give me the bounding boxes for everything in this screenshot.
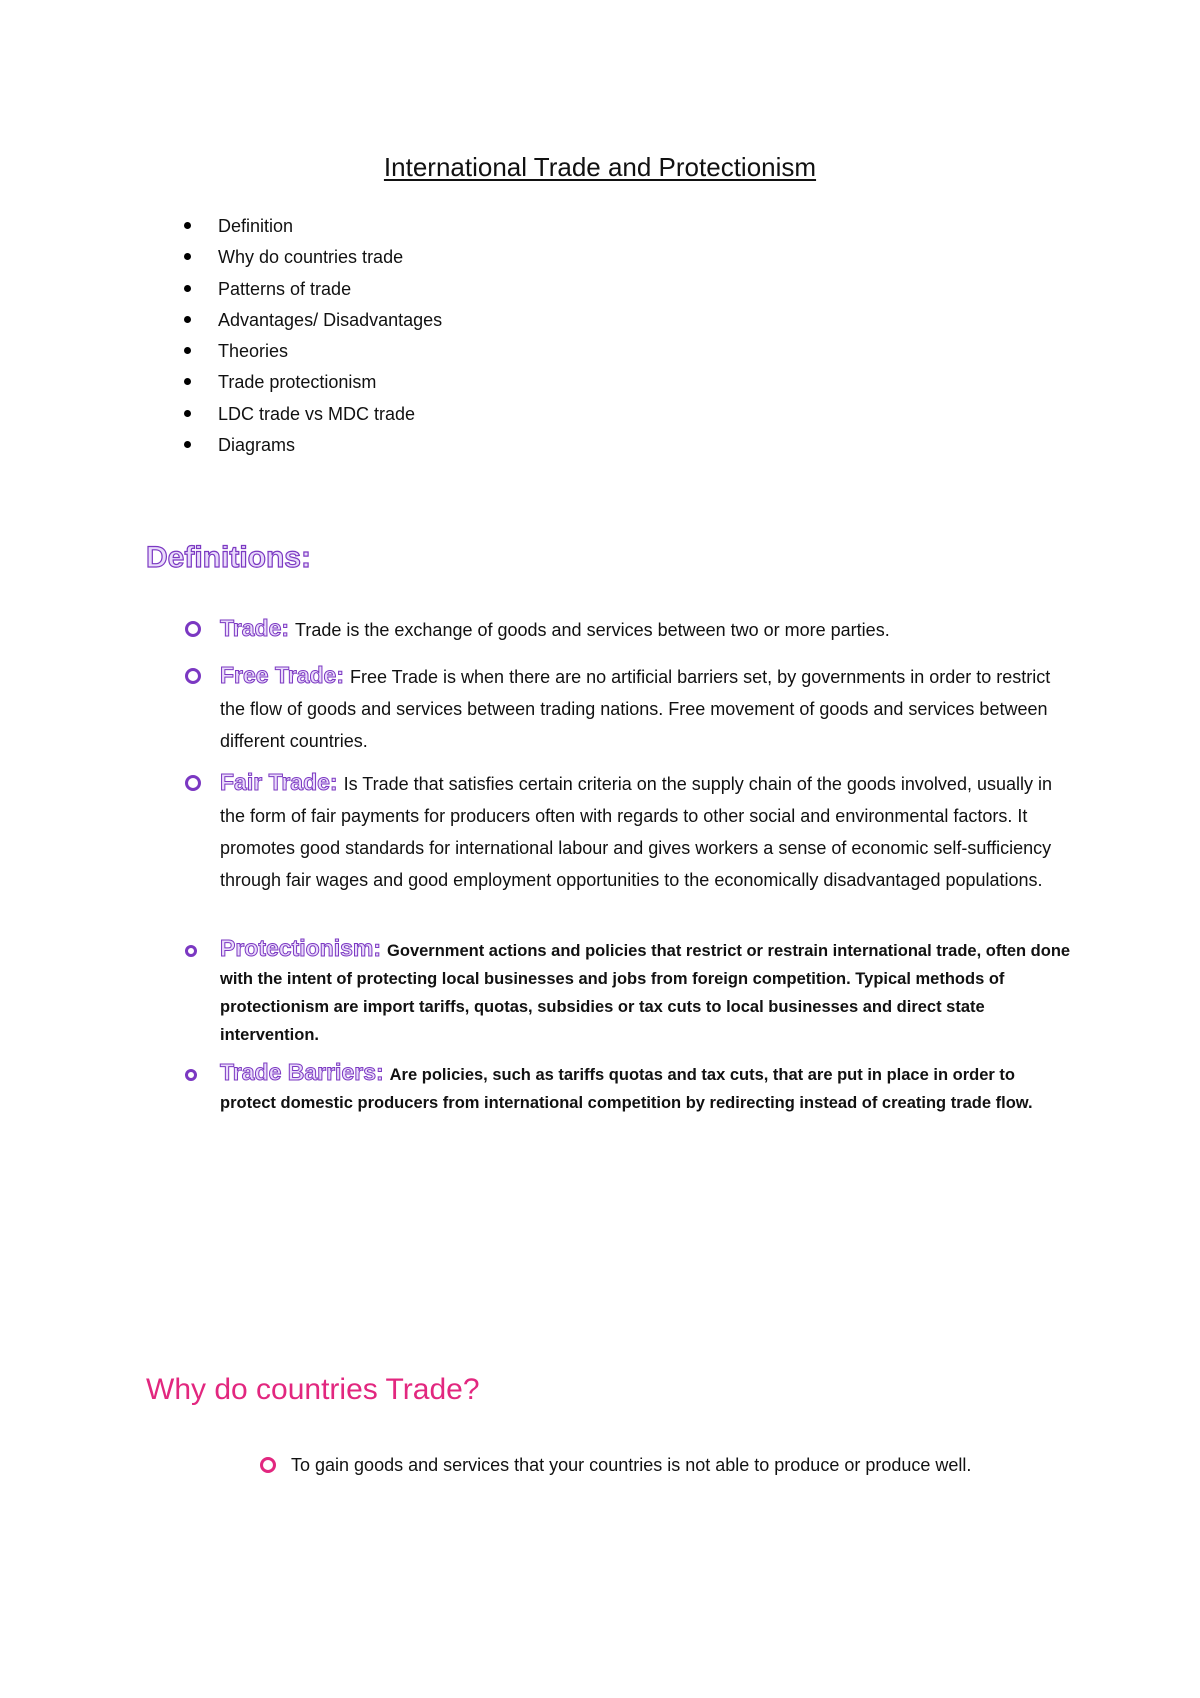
definition-text: Free Trade is when there are no artificial barriers set, by governments in order to restrict the flow of goods and services between trading nations. Free movement of goods and services between different countries. — [220, 667, 1051, 751]
definition-term: Protectionism: — [220, 935, 382, 961]
definition-text: Government actions and policies that restrict or restrain international trade, often done with the intent of protecting local businesses and jobs from foreign competition. Typical methods of protectionism are import tariffs, quotas, subsidies or tax cuts to local businesses and direct state intervention. — [220, 942, 1071, 1044]
list-item: Theories — [183, 339, 442, 370]
circle-bullet-icon — [185, 945, 197, 957]
definition-text: Is Trade that satisfies certain criteria on the supply chain of the goods involved, usually in the form of fair payments for producers often with regards to other social and environmental factors. It promotes good standards for international labour and gives workers a sense of economic self-sufficiency through fair wages and good employment opportunities to the economically disadvantaged populations. — [220, 774, 1052, 890]
definition-free-trade — [183, 659, 1073, 757]
definition-protectionism — [183, 934, 1073, 1049]
list-item: Advantages/ Disadvantages — [183, 308, 442, 339]
bullet-icon — [184, 253, 191, 260]
list-item: Trade protectionism — [183, 370, 442, 401]
bullet-icon — [184, 441, 191, 448]
definition-term: Trade Barriers: — [220, 1059, 384, 1085]
why-trade-heading: Why do countries Trade? — [146, 1373, 480, 1406]
circle-bullet-icon — [260, 1457, 276, 1473]
document-title: International Trade and Protectionism — [383, 152, 817, 182]
bullet-icon — [184, 285, 191, 292]
definition-trade-barriers — [183, 1058, 1073, 1117]
definition-text: Trade is the exchange of goods and services between two or more parties. — [295, 620, 890, 640]
definition-text: Are policies, such as tariffs quotas and tax cuts, that are put in place in order to protect domestic producers from international competition by redirecting instead of creating trade flow. — [220, 1066, 1033, 1112]
bullet-icon — [184, 378, 191, 385]
list-item: Diagrams — [183, 433, 442, 464]
circle-bullet-icon — [185, 775, 201, 791]
circle-bullet-icon — [185, 1069, 197, 1081]
circle-bullet-icon — [185, 621, 201, 637]
list-item: Patterns of trade — [183, 277, 442, 308]
definition-trade — [183, 612, 1073, 646]
bullet-icon — [184, 347, 191, 354]
why-trade-item: To gain goods and services that your countries is not able to produce or produce well. — [258, 1448, 1038, 1483]
list-item: Why do countries trade — [183, 245, 442, 276]
bullet-icon — [184, 222, 191, 229]
definition-fair-trade — [183, 766, 1073, 896]
list-item: Definition — [183, 214, 442, 245]
definition-term: Fair Trade: — [220, 769, 338, 795]
circle-bullet-icon — [185, 668, 201, 684]
definition-term: Trade: — [220, 615, 290, 641]
list-item: LDC trade vs MDC trade — [183, 402, 442, 433]
bullet-icon — [184, 316, 191, 323]
definitions-heading: Definitions: — [146, 541, 311, 574]
bullet-icon — [184, 410, 191, 417]
overview-list — [183, 214, 442, 464]
definition-term: Free Trade: — [220, 662, 344, 688]
